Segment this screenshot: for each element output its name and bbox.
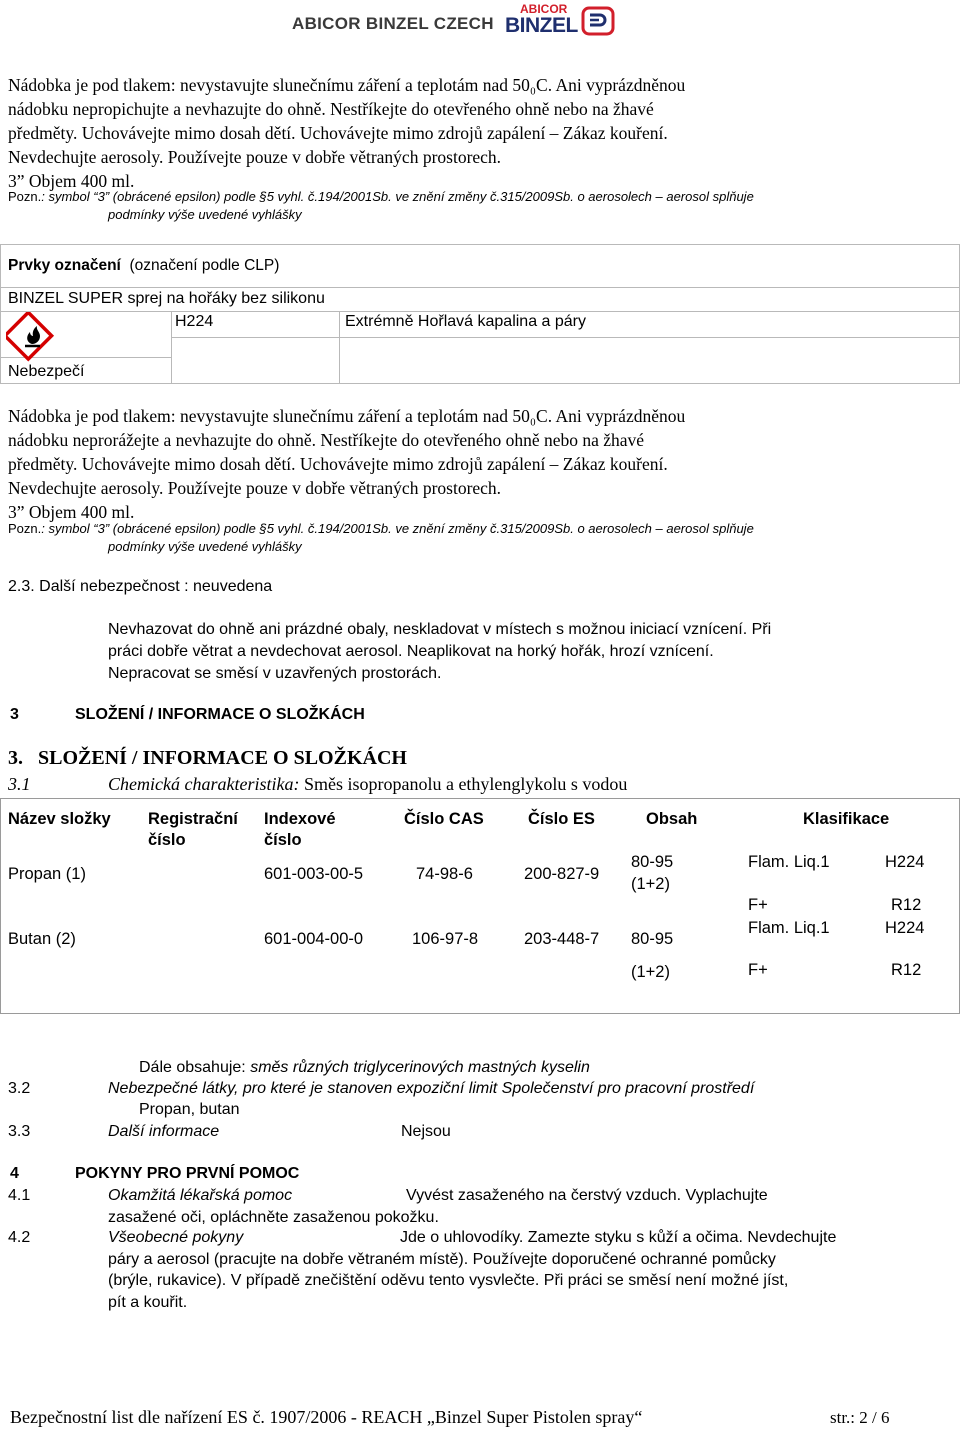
- section-3-1-text: Směs isopropanolu a ethylenglykolu s vodou: [303, 774, 628, 794]
- warning-line: Nádobka je pod tlakem: nevystavujte slunečnímu záření a teplotám nad 50₀C. Ani vyprázdněnou: [8, 75, 686, 95]
- section-2-3-heading: 2.3. Další nebezpečnost : neuvedena: [8, 578, 273, 595]
- th-es: Číslo ES: [528, 810, 595, 828]
- footer-page-number: str.: 2 / 6: [830, 1408, 890, 1427]
- th-registration: Registrační: [148, 810, 238, 828]
- clp-title: [8, 257, 279, 275]
- section-4-2-line: Jde o uhlovodíky. Zamezte styku s kůží a očima. Nevdechujte: [400, 1229, 837, 1246]
- section-3-2-number: 3.2: [8, 1080, 31, 1097]
- section-2-3-line: práci dobře větrat a nevdechovat aerosol. Neaplikovat na horký hořák, hrozí vznícení.: [108, 643, 714, 660]
- section-4-2-line: (brýle, rukavice). V případě znečištění oděvu tento vysvlečte. Při práci se směsí není možné jíst,: [108, 1272, 789, 1289]
- section-2-3-line: Nevhazovat do ohně ani prázdné obaly, neskladovat v místech s možnou iniciací vznícení. Při: [108, 621, 772, 638]
- table-row-content: 80-95: [631, 853, 674, 871]
- section-3-title: SLOŽENÍ / INFORMACE O SLOŽKÁCH: [75, 706, 365, 723]
- table-row-index: 601-004-00-0: [264, 930, 364, 948]
- table-row-code: H224: [885, 853, 925, 871]
- clp-title-rest: (označení podle CLP): [129, 257, 280, 274]
- warning-line: nádobku nepropichujte a nevhazujte do ohně. Nestříkejte do otevřeného ohně nebo na žhavé: [8, 99, 654, 119]
- section-4-2-number: 4.2: [8, 1229, 31, 1246]
- clp-product: BINZEL SUPER sprej na hořáky bez silikonu: [8, 290, 325, 307]
- table-row-index: 601-003-00-5: [264, 865, 364, 883]
- table-row-es: 200-827-9: [524, 865, 600, 883]
- section-4-2-line: páry a aerosol (pracujte na dobře větraném místě). Používejte doporučené ochranné pomůcky: [108, 1251, 776, 1268]
- table-row-class-2: F+: [748, 896, 768, 914]
- warning-note: [8, 521, 754, 536]
- section-4-1-line: Vyvést zasaženého na čerstvý vzduch. Vyplachujte: [406, 1187, 768, 1204]
- composition-table: [0, 798, 960, 1014]
- table-row-es: 203-448-7: [524, 930, 600, 948]
- table-row-cas: 106-97-8: [412, 930, 479, 948]
- th-cas: Číslo CAS: [404, 810, 484, 828]
- warning-line: Nevdechujte aerosoly. Používejte pouze v dobře větraných prostorech.: [8, 147, 502, 167]
- warning-volume: 3” Objem 400 ml.: [8, 171, 135, 191]
- note-label: Pozn.: [8, 521, 42, 536]
- th-content: Obsah: [646, 810, 698, 828]
- section-3-1-number: 3.1: [8, 774, 31, 794]
- section-3-3-label: Další informace: [108, 1123, 220, 1140]
- table-row-content-2: (1+2): [631, 963, 670, 981]
- note-text: : symbol “3” (obrácené epsilon) podle §5 vyhl. č.194/2001Sb. ve znění změny č.315/2009Sb. o aerosolech – aerosol splňuje: [41, 521, 754, 536]
- th-index: Indexové: [264, 810, 336, 828]
- table-row-code-2: R12: [891, 896, 922, 914]
- table-row-class-2: F+: [748, 961, 768, 979]
- section-4-number: 4: [10, 1165, 19, 1182]
- section-4-title: POKYNY PRO PRVNÍ POMOC: [75, 1165, 300, 1182]
- logo-top-text: ABICOR: [520, 2, 568, 16]
- warning-line: předměty. Uchovávejte mimo dosah dětí. Uchovávejte mimo zdrojů zapálení – Zákaz kouření.: [8, 123, 668, 143]
- note-text: : symbol “3” (obrácené epsilon) podle §5 vyhl. č.194/2001Sb. ve znění změny č.315/2009Sb. o aerosolech – aerosol splňuje: [41, 189, 754, 204]
- section-3-1-line: [108, 774, 627, 795]
- section-4-2-label: Všeobecné pokyny: [108, 1229, 244, 1246]
- hazard-code: H224: [175, 313, 214, 330]
- warning-volume: 3” Objem 400 ml.: [8, 502, 135, 522]
- table-row-code-2: R12: [891, 961, 922, 979]
- section-3-2-value: Propan, butan: [139, 1101, 240, 1118]
- table-row-name: Propan (1): [8, 865, 86, 883]
- company-name: ABICOR BINZEL CZECH: [292, 14, 494, 33]
- section-4-2-line: pít a kouřit.: [108, 1294, 188, 1311]
- also-contains-label: Dále obsahuje:: [139, 1059, 246, 1076]
- section-3-3-value: Nejsou: [401, 1123, 451, 1140]
- binzel-logo-mark: [581, 4, 617, 38]
- warning-note-cont: podmínky výše uvedené vyhlášky: [108, 207, 302, 222]
- also-contains-text: směs různých triglycerinových mastných kyselin: [250, 1059, 590, 1076]
- warning-line: nádobku neprorážejte a nevhazujte do ohně. Nestříkejte do otevřeného ohně nebo na žhavé: [8, 430, 645, 450]
- th-classification: Klasifikace: [803, 810, 890, 828]
- warning-line: Nevdechujte aerosoly. Používejte pouze v dobře větraných prostorech.: [8, 478, 502, 498]
- table-row-class: Flam. Liq.1: [748, 919, 830, 937]
- warning-note: [8, 189, 754, 204]
- flame-pictogram-icon: [6, 312, 60, 362]
- hazard-statement: Extrémně Hořlavá kapalina a páry: [345, 313, 587, 330]
- section-4-1-label: Okamžitá lékařská pomoc: [108, 1187, 293, 1204]
- footer-text: Bezpečnostní list dle nařízení ES č. 1907/2006 - REACH „Binzel Super Pistolen spray“: [10, 1407, 643, 1427]
- section-3-3-number: 3.3: [8, 1123, 31, 1140]
- warning-line: předměty. Uchovávejte mimo dosah dětí. Uchovávejte mimo zdrojů zapálení – Zákaz kouření.: [8, 454, 668, 474]
- th-index-2: číslo: [264, 831, 302, 849]
- section-3-1-label: Chemická charakteristika:: [108, 774, 300, 794]
- signal-word: Nebezpečí: [8, 363, 85, 380]
- note-label: Pozn.: [8, 189, 42, 204]
- section-2-3-line: Nepracovat se směsí v uzavřených prostorách.: [108, 665, 442, 682]
- th-name: Název složky: [8, 810, 111, 828]
- table-row-content-2: (1+2): [631, 875, 670, 893]
- table-row-cas: 74-98-6: [416, 865, 473, 883]
- warning-note-cont: podmínky výše uvedené vyhlášky: [108, 539, 302, 554]
- section-3-2-label: Nebezpečné látky, pro které je stanoven expoziční limit Společenství pro pracovní prostředí: [108, 1080, 755, 1097]
- table-row-class: Flam. Liq.1: [748, 853, 830, 871]
- th-registration-2: číslo: [148, 831, 186, 849]
- table-row-code: H224: [885, 919, 925, 937]
- section-4-1-number: 4.1: [8, 1187, 31, 1204]
- clp-title-bold: Prvky označení: [8, 257, 121, 274]
- section-4-1-line: zasažené oči, opláchněte zasaženou pokožku.: [108, 1209, 439, 1226]
- section-3-serif-title: 3. SLOŽENÍ / INFORMACE O SLOŽKÁCH: [8, 747, 407, 769]
- logo-main-text: BINZEL: [505, 14, 578, 37]
- table-row-name: Butan (2): [8, 930, 76, 948]
- also-contains: [139, 1059, 590, 1077]
- warning-line: Nádobka je pod tlakem: nevystavujte slunečnímu záření a teplotám nad 50₀C. Ani vyprázdněnou: [8, 406, 686, 426]
- section-3-number: 3: [10, 706, 19, 723]
- table-row-content: 80-95: [631, 930, 674, 948]
